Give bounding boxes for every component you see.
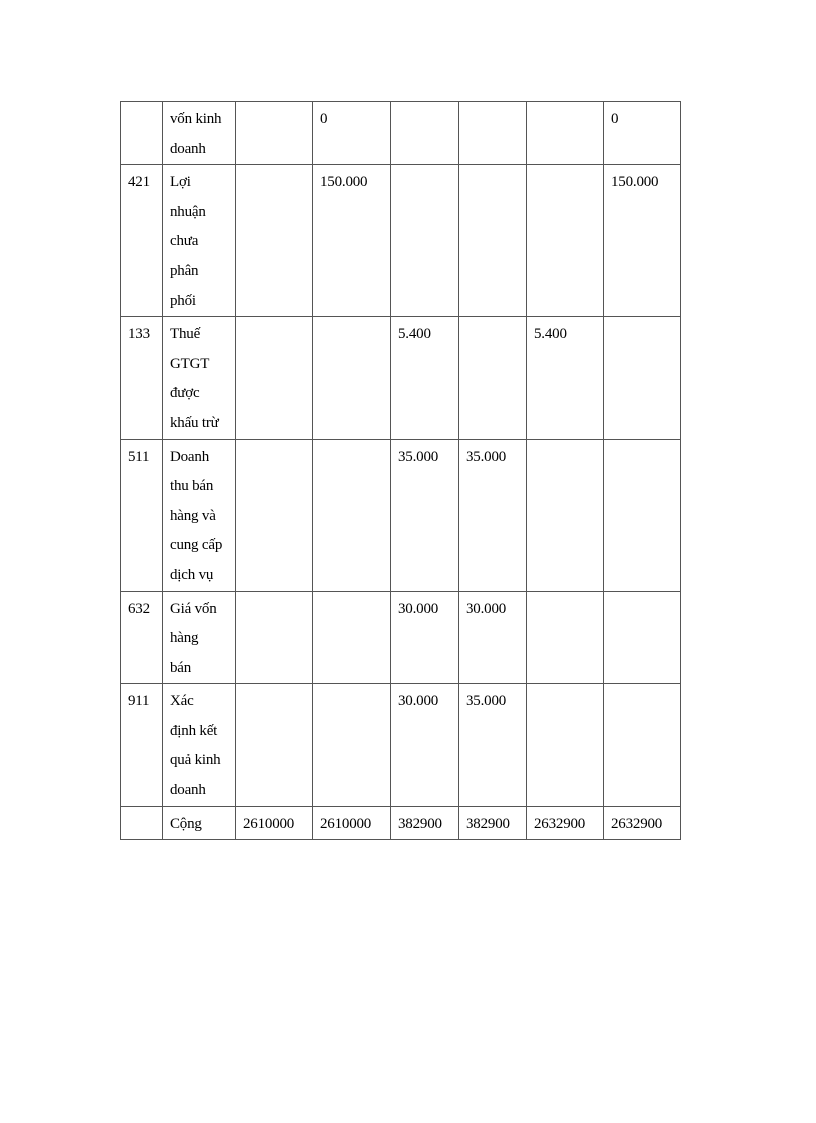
amount-cell <box>313 317 391 439</box>
account-code-cell: 511 <box>121 439 163 591</box>
amount-cell: 2610000 <box>313 806 391 840</box>
amount-cell: 2632900 <box>604 806 681 840</box>
account-name-line: Doanh <box>170 448 209 465</box>
account-name-line: Lợi <box>170 174 191 191</box>
account-code-cell: 421 <box>121 165 163 317</box>
trial-balance-table <box>120 101 681 840</box>
account-name-line: bán <box>170 659 192 676</box>
account-name-line: Thuế <box>170 326 201 343</box>
table-body <box>121 102 681 840</box>
amount-cell <box>391 102 459 165</box>
amount-cell <box>527 439 604 591</box>
account-name-cell <box>163 102 236 165</box>
amount-cell <box>527 684 604 806</box>
amount-cell: 30.000 <box>391 684 459 806</box>
account-code-cell <box>121 806 163 840</box>
account-name-line: chưa <box>170 233 199 250</box>
account-name-line: Xác <box>170 693 194 710</box>
amount-cell: 35.000 <box>459 684 527 806</box>
amount-cell <box>604 439 681 591</box>
amount-cell <box>527 591 604 684</box>
amount-cell: 2632900 <box>527 806 604 840</box>
amount-cell <box>236 684 313 806</box>
account-code-cell <box>121 102 163 165</box>
amount-cell <box>313 439 391 591</box>
account-name-line: vốn kinh <box>170 111 222 127</box>
account-code-cell: 911 <box>121 684 163 806</box>
table-row <box>121 806 681 840</box>
amount-cell: 0 <box>604 102 681 165</box>
amount-cell: 35.000 <box>391 439 459 591</box>
amount-cell <box>604 317 681 439</box>
amount-cell <box>459 165 527 317</box>
account-name-line: doanh <box>170 782 206 799</box>
amount-cell <box>313 591 391 684</box>
amount-cell <box>236 317 313 439</box>
amount-cell <box>604 591 681 684</box>
amount-cell: 35.000 <box>459 439 527 591</box>
amount-cell: 0 <box>313 102 391 165</box>
account-name-cell <box>163 317 236 439</box>
account-name-cell <box>163 806 236 840</box>
table-row <box>121 591 681 684</box>
account-name-line: quả kinh <box>170 752 221 769</box>
amount-cell <box>236 102 313 165</box>
account-name-line: Cộng <box>170 815 202 832</box>
amount-cell <box>236 591 313 684</box>
account-name-line: GTGT <box>170 355 210 372</box>
account-name-line: phối <box>170 292 196 309</box>
account-name-line: Giá vốn <box>170 600 217 617</box>
account-name-line: được <box>170 385 200 402</box>
account-name-line: thu bán <box>170 478 214 495</box>
amount-cell <box>459 317 527 439</box>
account-name-line: khấu trừ <box>170 414 219 431</box>
amount-cell: 5.400 <box>527 317 604 439</box>
amount-cell <box>391 165 459 317</box>
account-name-line: hàng <box>170 630 199 647</box>
amount-cell: 150.000 <box>604 165 681 317</box>
amount-cell: 382900 <box>391 806 459 840</box>
account-name-line: phân <box>170 262 199 279</box>
amount-cell <box>527 165 604 317</box>
account-name-line: dịch vụ <box>170 566 214 583</box>
account-name-line: cung cấp <box>170 537 223 554</box>
account-code-cell: 133 <box>121 317 163 439</box>
table-row <box>121 102 681 165</box>
amount-cell <box>236 165 313 317</box>
amount-cell <box>313 684 391 806</box>
amount-cell: 382900 <box>459 806 527 840</box>
table-row <box>121 439 681 591</box>
account-name-line: định kết <box>170 722 218 739</box>
account-name-line: nhuận <box>170 203 206 220</box>
account-code-cell: 632 <box>121 591 163 684</box>
table-row <box>121 317 681 439</box>
amount-cell <box>527 102 604 165</box>
table-row <box>121 684 681 806</box>
account-name-cell <box>163 684 236 806</box>
account-name-cell <box>163 591 236 684</box>
account-name-line: doanh <box>170 140 206 157</box>
amount-cell: 30.000 <box>459 591 527 684</box>
amount-cell: 2610000 <box>236 806 313 840</box>
amount-cell <box>236 439 313 591</box>
amount-cell <box>604 684 681 806</box>
account-name-line: hàng và <box>170 507 216 524</box>
amount-cell: 30.000 <box>391 591 459 684</box>
amount-cell: 5.400 <box>391 317 459 439</box>
account-name-cell <box>163 439 236 591</box>
amount-cell <box>459 102 527 165</box>
amount-cell: 150.000 <box>313 165 391 317</box>
table-row <box>121 165 681 317</box>
account-name-cell <box>163 165 236 317</box>
